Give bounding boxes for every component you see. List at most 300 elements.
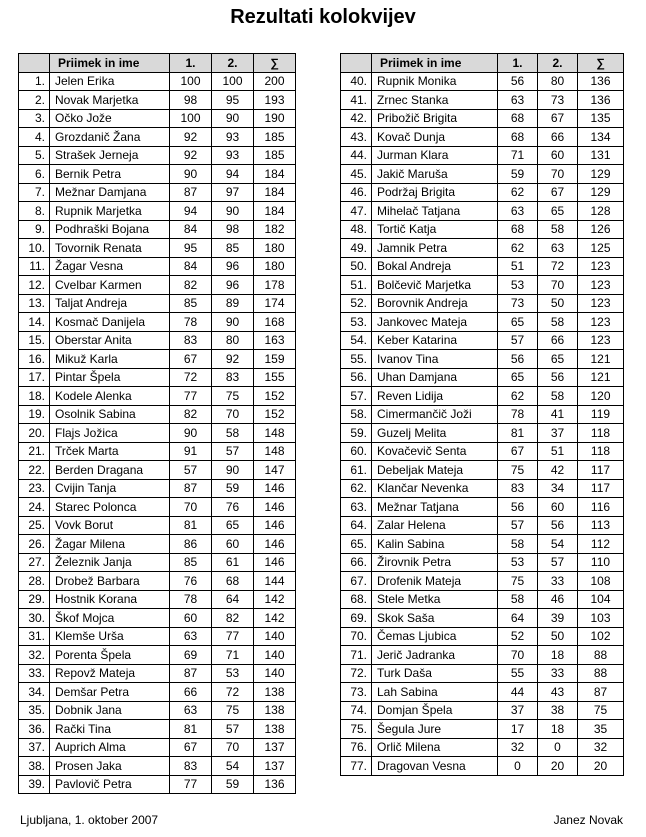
student-name: Jelen Erika (50, 72, 170, 91)
table-row (19, 461, 296, 480)
table-row (19, 72, 296, 91)
table-row (341, 146, 624, 165)
score-test-2: 70 (538, 276, 578, 295)
score-test-1: 100 (170, 109, 212, 128)
row-number: 33. (19, 664, 50, 683)
student-name: Repovž Mateja (50, 664, 170, 683)
score-test-1: 76 (170, 572, 212, 591)
score-sum: 146 (254, 535, 296, 554)
table-row (19, 775, 296, 794)
student-name: Žagar Vesna (50, 257, 170, 276)
score-test-1: 57 (498, 331, 538, 350)
score-test-2: 57 (212, 442, 254, 461)
table-row (341, 387, 624, 406)
row-number: 3. (19, 109, 50, 128)
table-row (19, 183, 296, 202)
footer-place-date: Ljubljana, 1. oktober 2007 (20, 813, 159, 827)
score-test-1: 81 (170, 720, 212, 739)
score-test-1: 100 (170, 72, 212, 91)
table-row (19, 220, 296, 239)
table-row (19, 313, 296, 332)
student-name: Domjan Špela (372, 701, 498, 720)
score-test-1: 75 (498, 572, 538, 591)
score-test-1: 67 (498, 442, 538, 461)
score-test-2: 96 (212, 276, 254, 295)
score-sum: 152 (254, 387, 296, 406)
student-name: Škof Mojca (50, 609, 170, 628)
score-test-1: 67 (170, 738, 212, 757)
table-row (19, 701, 296, 720)
table-row (341, 720, 624, 739)
score-test-2: 72 (538, 257, 578, 276)
row-number: 9. (19, 220, 50, 239)
table-row (19, 442, 296, 461)
score-test-1: 65 (498, 313, 538, 332)
score-test-1: 84 (170, 257, 212, 276)
student-name: Mežnar Tatjana (372, 498, 498, 517)
score-test-2: 75 (212, 701, 254, 720)
score-sum: 112 (578, 535, 624, 554)
score-test-1: 92 (170, 146, 212, 165)
row-number: 29. (19, 590, 50, 609)
score-test-2: 33 (538, 664, 578, 683)
score-sum: 174 (254, 294, 296, 313)
score-sum: 184 (254, 165, 296, 184)
score-test-1: 57 (170, 461, 212, 480)
score-test-1: 83 (170, 757, 212, 776)
table-row (19, 202, 296, 221)
header-test-2: 2. (212, 54, 254, 73)
student-name: Borovnik Andreja (372, 294, 498, 313)
score-sum: 140 (254, 627, 296, 646)
score-test-1: 59 (498, 165, 538, 184)
score-test-1: 58 (498, 590, 538, 609)
score-test-1: 60 (170, 609, 212, 628)
student-name: Mežnar Damjana (50, 183, 170, 202)
student-name: Trček Marta (50, 442, 170, 461)
row-number: 6. (19, 165, 50, 184)
row-number: 38. (19, 757, 50, 776)
score-test-1: 44 (498, 683, 538, 702)
table-row (19, 239, 296, 258)
table-row (341, 461, 624, 480)
row-number: 19. (19, 405, 50, 424)
table-row (341, 313, 624, 332)
table-row (341, 646, 624, 665)
score-test-1: 66 (170, 683, 212, 702)
table-row (341, 239, 624, 258)
results-table-right (340, 53, 624, 776)
score-test-1: 83 (498, 479, 538, 498)
row-number: 2. (19, 91, 50, 110)
student-name: Tortič Katja (372, 220, 498, 239)
score-test-2: 58 (538, 387, 578, 406)
table-row (19, 109, 296, 128)
row-number: 54. (341, 331, 372, 350)
table-row (19, 609, 296, 628)
header-name: Priimek in ime (50, 54, 170, 73)
student-name: Pribožič Brigita (372, 109, 498, 128)
score-sum: 103 (578, 609, 624, 628)
score-test-2: 98 (212, 220, 254, 239)
score-test-1: 69 (170, 646, 212, 665)
score-test-2: 56 (538, 516, 578, 535)
score-sum: 185 (254, 128, 296, 147)
student-name: Kovač Dunja (372, 128, 498, 147)
row-number: 5. (19, 146, 50, 165)
student-name: Pavlovič Petra (50, 775, 170, 794)
row-number: 59. (341, 424, 372, 443)
row-number: 41. (341, 91, 372, 110)
student-name: Zalar Helena (372, 516, 498, 535)
row-number: 34. (19, 683, 50, 702)
score-sum: 75 (578, 701, 624, 720)
score-test-1: 82 (170, 405, 212, 424)
row-number: 48. (341, 220, 372, 239)
row-number: 35. (19, 701, 50, 720)
student-name: Tovornik Renata (50, 239, 170, 258)
score-test-2: 46 (538, 590, 578, 609)
score-test-1: 56 (498, 498, 538, 517)
score-sum: 88 (578, 664, 624, 683)
score-test-2: 54 (538, 535, 578, 554)
row-number: 8. (19, 202, 50, 221)
score-test-2: 70 (538, 165, 578, 184)
score-test-1: 63 (498, 91, 538, 110)
score-sum: 193 (254, 91, 296, 110)
table-row (19, 387, 296, 406)
score-sum: 121 (578, 368, 624, 387)
student-name: Bernik Petra (50, 165, 170, 184)
score-test-2: 64 (212, 590, 254, 609)
table-row (341, 516, 624, 535)
table-row (341, 165, 624, 184)
score-sum: 184 (254, 202, 296, 221)
score-test-1: 17 (498, 720, 538, 739)
row-number: 39. (19, 775, 50, 794)
table-row (19, 646, 296, 665)
score-test-2: 95 (212, 91, 254, 110)
student-name: Flajs Jožica (50, 424, 170, 443)
score-test-2: 58 (212, 424, 254, 443)
score-sum: 128 (578, 202, 624, 221)
score-sum: 142 (254, 609, 296, 628)
score-test-1: 62 (498, 387, 538, 406)
score-test-2: 80 (538, 72, 578, 91)
student-name: Jankovec Mateja (372, 313, 498, 332)
score-test-2: 73 (538, 91, 578, 110)
score-test-2: 93 (212, 146, 254, 165)
student-name: Osolnik Sabina (50, 405, 170, 424)
row-number: 69. (341, 609, 372, 628)
score-test-1: 37 (498, 701, 538, 720)
row-number: 57. (341, 387, 372, 406)
score-test-1: 77 (170, 775, 212, 794)
score-sum: 123 (578, 294, 624, 313)
table-row (341, 220, 624, 239)
score-test-1: 55 (498, 664, 538, 683)
score-test-1: 68 (498, 220, 538, 239)
score-test-1: 70 (170, 498, 212, 517)
student-name: Starec Polonca (50, 498, 170, 517)
row-number: 21. (19, 442, 50, 461)
score-test-2: 0 (538, 738, 578, 757)
student-name: Klančar Nevenka (372, 479, 498, 498)
table-row (341, 405, 624, 424)
score-test-2: 92 (212, 350, 254, 369)
score-test-2: 67 (538, 183, 578, 202)
score-test-2: 51 (538, 442, 578, 461)
score-test-2: 66 (538, 331, 578, 350)
table-row (341, 757, 624, 776)
student-name: Ivanov Tina (372, 350, 498, 369)
score-sum: 20 (578, 757, 624, 776)
row-number: 58. (341, 405, 372, 424)
student-name: Rački Tina (50, 720, 170, 739)
score-test-1: 92 (170, 128, 212, 147)
score-test-2: 42 (538, 461, 578, 480)
score-sum: 148 (254, 424, 296, 443)
row-number: 70. (341, 627, 372, 646)
row-number: 37. (19, 738, 50, 757)
score-sum: 104 (578, 590, 624, 609)
student-name: Debeljak Mateja (372, 461, 498, 480)
score-sum: 123 (578, 331, 624, 350)
score-sum: 148 (254, 442, 296, 461)
table-row (19, 720, 296, 739)
score-sum: 117 (578, 479, 624, 498)
row-number: 64. (341, 516, 372, 535)
score-test-2: 72 (212, 683, 254, 702)
score-test-2: 53 (212, 664, 254, 683)
score-sum: 121 (578, 350, 624, 369)
score-sum: 138 (254, 683, 296, 702)
table-row (19, 572, 296, 591)
row-number: 52. (341, 294, 372, 313)
table-row (19, 516, 296, 535)
score-sum: 137 (254, 738, 296, 757)
score-test-2: 57 (212, 720, 254, 739)
score-test-1: 75 (498, 461, 538, 480)
score-test-2: 97 (212, 183, 254, 202)
table-row (341, 72, 624, 91)
score-test-1: 90 (170, 165, 212, 184)
score-test-1: 53 (498, 553, 538, 572)
score-test-1: 85 (170, 294, 212, 313)
score-test-1: 94 (170, 202, 212, 221)
score-sum: 129 (578, 183, 624, 202)
table-row (19, 405, 296, 424)
score-test-1: 67 (170, 350, 212, 369)
row-number: 15. (19, 331, 50, 350)
student-name: Kalin Sabina (372, 535, 498, 554)
score-test-1: 57 (498, 516, 538, 535)
score-sum: 140 (254, 646, 296, 665)
score-test-1: 83 (170, 331, 212, 350)
table-row (341, 331, 624, 350)
student-name: Orlič Milena (372, 738, 498, 757)
score-sum: 144 (254, 572, 296, 591)
row-number: 31. (19, 627, 50, 646)
header-name: Priimek in ime (372, 54, 498, 73)
student-name: Čemas Ljubica (372, 627, 498, 646)
table-row (341, 590, 624, 609)
score-test-2: 34 (538, 479, 578, 498)
student-name: Bolčevič Marjetka (372, 276, 498, 295)
row-number: 1. (19, 72, 50, 91)
score-test-1: 56 (498, 72, 538, 91)
score-sum: 102 (578, 627, 624, 646)
score-test-2: 60 (538, 146, 578, 165)
row-number: 36. (19, 720, 50, 739)
score-sum: 118 (578, 442, 624, 461)
score-test-2: 39 (538, 609, 578, 628)
score-test-1: 62 (498, 183, 538, 202)
student-name: Berden Dragana (50, 461, 170, 480)
score-test-2: 58 (538, 220, 578, 239)
score-test-2: 68 (212, 572, 254, 591)
score-test-2: 70 (212, 405, 254, 424)
row-number: 49. (341, 239, 372, 258)
table-row (19, 757, 296, 776)
student-name: Klemše Urša (50, 627, 170, 646)
score-test-2: 41 (538, 405, 578, 424)
score-sum: 182 (254, 220, 296, 239)
score-test-1: 0 (498, 757, 538, 776)
header-test-1: 1. (498, 54, 538, 73)
header-number (19, 54, 50, 73)
row-number: 11. (19, 257, 50, 276)
score-test-2: 58 (538, 313, 578, 332)
student-name: Grozdanič Žana (50, 128, 170, 147)
header-sum: ∑ (254, 54, 296, 73)
score-test-2: 100 (212, 72, 254, 91)
student-name: Očko Jože (50, 109, 170, 128)
row-number: 73. (341, 683, 372, 702)
score-sum: 159 (254, 350, 296, 369)
score-sum: 119 (578, 405, 624, 424)
score-test-1: 68 (498, 128, 538, 147)
score-sum: 136 (578, 72, 624, 91)
table-row (19, 257, 296, 276)
score-sum: 118 (578, 424, 624, 443)
table-row (341, 257, 624, 276)
score-sum: 147 (254, 461, 296, 480)
student-name: Demšar Petra (50, 683, 170, 702)
table-row (19, 350, 296, 369)
student-name: Bokal Andreja (372, 257, 498, 276)
row-number: 23. (19, 479, 50, 498)
header-test-2: 2. (538, 54, 578, 73)
score-sum: 146 (254, 479, 296, 498)
row-number: 12. (19, 276, 50, 295)
score-test-2: 33 (538, 572, 578, 591)
student-name: Guzelj Melita (372, 424, 498, 443)
row-number: 30. (19, 609, 50, 628)
score-test-2: 43 (538, 683, 578, 702)
student-name: Novak Marjetka (50, 91, 170, 110)
score-test-2: 93 (212, 128, 254, 147)
score-test-1: 87 (170, 479, 212, 498)
score-sum: 138 (254, 701, 296, 720)
score-sum: 126 (578, 220, 624, 239)
row-number: 56. (341, 368, 372, 387)
score-test-2: 61 (212, 553, 254, 572)
student-name: Šegula Jure (372, 720, 498, 739)
row-number: 28. (19, 572, 50, 591)
score-sum: 120 (578, 387, 624, 406)
score-test-2: 18 (538, 720, 578, 739)
table-row (341, 442, 624, 461)
row-number: 71. (341, 646, 372, 665)
table-header-row (341, 54, 624, 73)
student-name: Rupnik Marjetka (50, 202, 170, 221)
table-row (19, 368, 296, 387)
score-test-1: 58 (498, 535, 538, 554)
score-test-2: 65 (212, 516, 254, 535)
score-test-2: 38 (538, 701, 578, 720)
score-test-2: 37 (538, 424, 578, 443)
score-test-2: 54 (212, 757, 254, 776)
score-test-2: 83 (212, 368, 254, 387)
score-sum: 134 (578, 128, 624, 147)
student-name: Drofenik Mateja (372, 572, 498, 591)
score-sum: 163 (254, 331, 296, 350)
score-test-1: 53 (498, 276, 538, 295)
score-sum: 108 (578, 572, 624, 591)
score-sum: 178 (254, 276, 296, 295)
row-number: 13. (19, 294, 50, 313)
score-test-1: 98 (170, 91, 212, 110)
score-sum: 180 (254, 257, 296, 276)
row-number: 51. (341, 276, 372, 295)
row-number: 76. (341, 738, 372, 757)
score-test-1: 52 (498, 627, 538, 646)
score-sum: 113 (578, 516, 624, 535)
row-number: 68. (341, 590, 372, 609)
score-test-2: 77 (212, 627, 254, 646)
student-name: Cvelbar Karmen (50, 276, 170, 295)
score-test-1: 95 (170, 239, 212, 258)
score-test-2: 50 (538, 627, 578, 646)
student-name: Drobež Barbara (50, 572, 170, 591)
row-number: 20. (19, 424, 50, 443)
score-test-2: 65 (538, 350, 578, 369)
table-row (341, 535, 624, 554)
score-test-2: 59 (212, 479, 254, 498)
score-test-1: 87 (170, 183, 212, 202)
row-number: 14. (19, 313, 50, 332)
student-name: Kodele Alenka (50, 387, 170, 406)
student-name: Cvijin Tanja (50, 479, 170, 498)
score-test-1: 64 (498, 609, 538, 628)
score-test-1: 63 (170, 701, 212, 720)
student-name: Auprich Alma (50, 738, 170, 757)
row-number: 60. (341, 442, 372, 461)
table-row (19, 479, 296, 498)
score-test-1: 63 (498, 202, 538, 221)
row-number: 72. (341, 664, 372, 683)
score-sum: 137 (254, 757, 296, 776)
row-number: 45. (341, 165, 372, 184)
row-number: 22. (19, 461, 50, 480)
table-row (341, 294, 624, 313)
score-test-2: 90 (212, 313, 254, 332)
score-test-1: 70 (498, 646, 538, 665)
score-sum: 131 (578, 146, 624, 165)
score-test-1: 81 (498, 424, 538, 443)
student-name: Cimermančič Joži (372, 405, 498, 424)
